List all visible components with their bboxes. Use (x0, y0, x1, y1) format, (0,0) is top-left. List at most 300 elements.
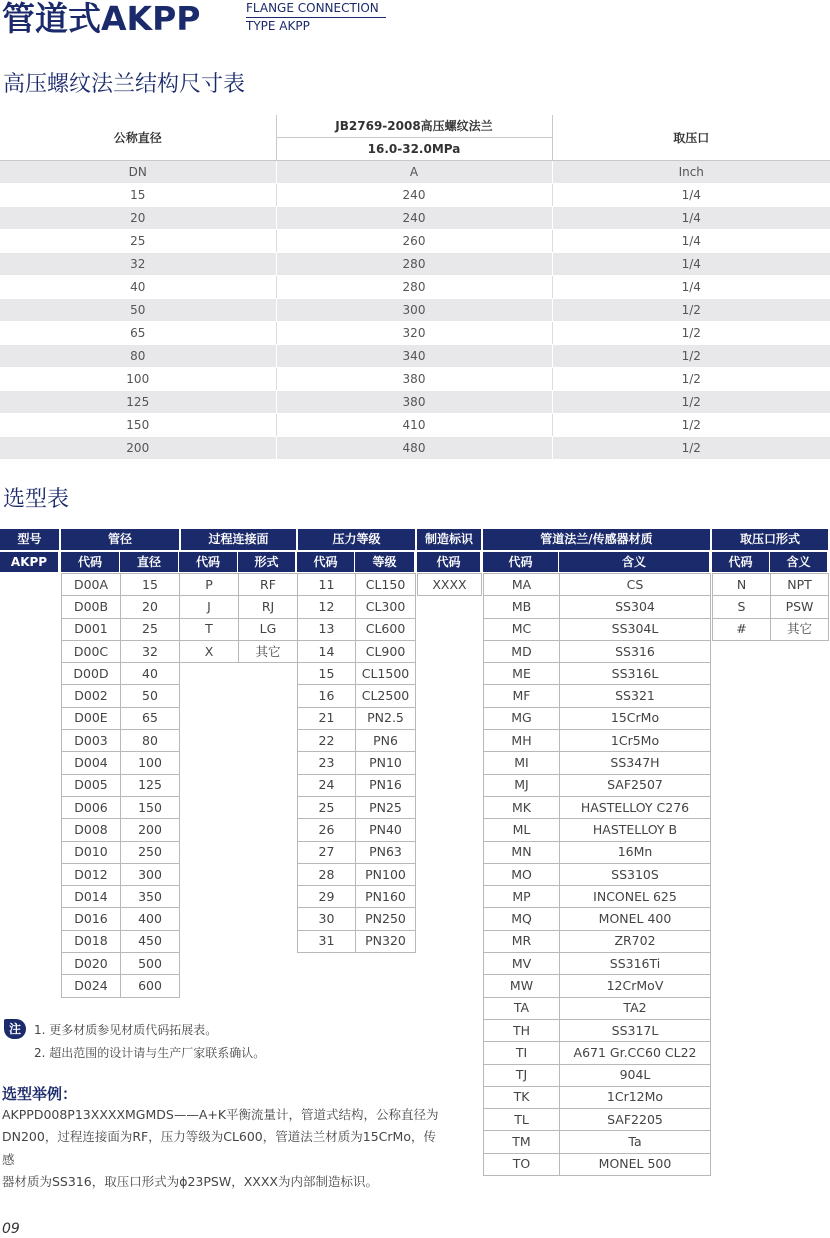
material-table-cell: SS316L (560, 663, 711, 685)
port-table-cell: PSW (771, 596, 829, 618)
pressure-table-cell: PN100 (356, 863, 416, 885)
material-table-cell: MC (484, 618, 560, 640)
dimension-table-body (0, 161, 830, 460)
dim-row (0, 322, 830, 345)
pipe-size-table-row (62, 819, 180, 841)
material-table-cell: MB (484, 596, 560, 618)
dim-cell: 1/4 (552, 207, 830, 230)
pressure-table-cell: 28 (298, 863, 356, 885)
port-table-cell: NPT (771, 574, 829, 596)
pipe-size-table-row (62, 863, 180, 885)
pressure-table-row (298, 886, 416, 908)
pipe-size-table-row (62, 685, 180, 707)
material-table-cell: 904L (560, 1064, 711, 1086)
material-table-cell: TI (484, 1042, 560, 1064)
pipe-size-table-cell: D002 (62, 685, 121, 707)
pressure-table-cell: PN16 (356, 774, 416, 796)
dim-cell: 65 (0, 322, 276, 345)
material-table-cell: ME (484, 663, 560, 685)
connection-table-row (180, 574, 298, 596)
pipe-size-table-cell: 25 (121, 618, 180, 640)
pipe-size-table-row (62, 908, 180, 930)
pressure-table-cell: 29 (298, 886, 356, 908)
connection-table-cell: LG (239, 618, 298, 640)
pressure-table-row (298, 774, 416, 796)
material-table-cell: TA2 (560, 997, 711, 1019)
example-title: 选型举例： (2, 1085, 78, 1103)
mfg-table-cell: XXXX (418, 574, 482, 596)
pressure-table-cell: CL600 (356, 618, 416, 640)
connection-table-row (180, 596, 298, 618)
pipe-size-table-cell: D00C (62, 640, 121, 662)
section-title-selection: 选型表 (3, 487, 70, 512)
material-table-cell: INCONEL 625 (560, 886, 711, 908)
dim-row (0, 437, 830, 460)
pipe-size-table-row (62, 752, 180, 774)
mfg-table-row (418, 574, 482, 596)
pipe-size-table-row (62, 930, 180, 952)
pipe-size-table-cell: 125 (121, 774, 180, 796)
selection-subheader: 直径 (120, 552, 178, 572)
material-table-row (484, 796, 711, 818)
pipe-size-table-cell: D010 (62, 841, 121, 863)
material-table-cell: SAF2205 (560, 1109, 711, 1131)
pressure-table-cell: 12 (298, 596, 356, 618)
pipe-size-table-row (62, 975, 180, 997)
pipe-size-table-row (62, 574, 180, 596)
note-line-2: 2. 超出范围的设计请与生产厂家联系确认。 (34, 1046, 266, 1060)
material-table-cell: 16Mn (560, 841, 711, 863)
pipe-size-table-cell: D003 (62, 730, 121, 752)
pressure-table-cell: CL1500 (356, 663, 416, 685)
pressure-table-cell: PN250 (356, 908, 416, 930)
pipe-size-table (61, 573, 180, 998)
connection-table-cell: P (180, 574, 239, 596)
dim-cell: 1/2 (552, 391, 830, 414)
port-table (712, 573, 829, 641)
pipe-size-table-cell: D006 (62, 796, 121, 818)
dim-cell: 1/2 (552, 345, 830, 368)
material-table-cell: CS (560, 574, 711, 596)
pressure-table-cell: 24 (298, 774, 356, 796)
dim-unit-row (0, 161, 830, 184)
pressure-table-cell: CL150 (356, 574, 416, 596)
example-line-2: DN200，过程连接面为RF，压力等级为CL600，管道法兰材质为15CrMo，传感 (2, 1129, 436, 1167)
selection-group-header: 制造标识 (417, 529, 481, 550)
pressure-table-row (298, 663, 416, 685)
dim-cell: 380 (276, 391, 552, 414)
material-table-cell: TL (484, 1109, 560, 1131)
pressure-table-row (298, 908, 416, 930)
material-table-cell: MI (484, 752, 560, 774)
material-table-cell: HASTELLOY B (560, 819, 711, 841)
pressure-table-row (298, 618, 416, 640)
pipe-size-table-cell: D014 (62, 886, 121, 908)
dim-cell: 1/2 (552, 299, 830, 322)
material-table-cell: SS321 (560, 685, 711, 707)
dim-header-port: 取压口 (552, 115, 830, 161)
selection-group-header: 过程连接面 (181, 529, 296, 550)
dim-cell: 1/4 (552, 276, 830, 299)
pipe-size-table-cell: 350 (121, 886, 180, 908)
material-table-row (484, 1086, 711, 1108)
dim-cell: 240 (276, 184, 552, 207)
material-table-cell: TA (484, 997, 560, 1019)
dim-cell: 15 (0, 184, 276, 207)
example-line-3: 器材质为SS316，取压口形式为ϕ23PSW，XXXX为内部制造标识。 (2, 1173, 378, 1189)
material-table-row (484, 930, 711, 952)
pressure-table-cell: 16 (298, 685, 356, 707)
material-table-cell: MA (484, 574, 560, 596)
pressure-table-cell: PN10 (356, 752, 416, 774)
pipe-size-table-cell: 450 (121, 930, 180, 952)
material-table-row (484, 752, 711, 774)
material-table-cell: SS310S (560, 863, 711, 885)
pipe-size-table-cell: D00E (62, 707, 121, 729)
material-table-row (484, 975, 711, 997)
material-table-row (484, 618, 711, 640)
material-table (483, 573, 711, 1176)
material-table-cell: SS317L (560, 1019, 711, 1041)
pressure-table-row (298, 796, 416, 818)
pipe-size-table-cell: D016 (62, 908, 121, 930)
material-table-cell: 12CrMoV (560, 975, 711, 997)
mfg-table (417, 573, 482, 596)
selection-subheader: 代码 (297, 552, 354, 572)
selection-group-header: 压力等级 (298, 529, 415, 550)
dim-row (0, 391, 830, 414)
example-line-1: AKPPD008P13XXXXMGMDS——A+K平衡流量计，管道式结构，公称直径为 (2, 1107, 439, 1122)
pressure-table-cell: PN320 (356, 930, 416, 952)
pressure-table-cell: 22 (298, 730, 356, 752)
pressure-table-row (298, 596, 416, 618)
material-table-row (484, 685, 711, 707)
material-table-row (484, 819, 711, 841)
section-title-dimensions: 高压螺纹法兰结构尺寸表 (3, 72, 246, 97)
material-table-row (484, 1153, 711, 1175)
dim-cell: 1/4 (552, 253, 830, 276)
pressure-table (297, 573, 416, 953)
pressure-table-cell: CL300 (356, 596, 416, 618)
material-table-cell: MK (484, 796, 560, 818)
material-table-cell: MN (484, 841, 560, 863)
dim-cell: 1/2 (552, 437, 830, 460)
material-table-row (484, 1064, 711, 1086)
pressure-table-cell: 15 (298, 663, 356, 685)
pressure-table-row (298, 752, 416, 774)
pressure-table-cell: 26 (298, 819, 356, 841)
selection-subheader: 代码 (179, 552, 237, 572)
pressure-table-cell: PN160 (356, 886, 416, 908)
connection-table-cell: RJ (239, 596, 298, 618)
dim-cell: 280 (276, 253, 552, 276)
dim-row (0, 253, 830, 276)
pressure-table-row (298, 841, 416, 863)
pipe-size-table-row (62, 663, 180, 685)
selection-group-header: 管道法兰/传感器材质 (483, 529, 710, 550)
dim-cell: 125 (0, 391, 276, 414)
pipe-size-table-row (62, 730, 180, 752)
dim-row (0, 230, 830, 253)
material-table-row (484, 774, 711, 796)
selection-subheader: 代码 (712, 552, 769, 572)
dim-cell: 20 (0, 207, 276, 230)
port-table-row (713, 596, 829, 618)
pipe-size-table-row (62, 774, 180, 796)
connection-table-cell: T (180, 618, 239, 640)
port-table-cell: 其它 (771, 618, 829, 640)
selection-subheader: 代码 (483, 552, 558, 572)
dim-cell: 410 (276, 414, 552, 437)
material-table-cell: 15CrMo (560, 707, 711, 729)
dim-cell: A (276, 161, 552, 184)
material-table-row (484, 707, 711, 729)
connection-table-cell: J (180, 596, 239, 618)
material-table-cell: MG (484, 707, 560, 729)
selection-subheader: 代码 (417, 552, 480, 572)
port-table-cell: # (713, 618, 771, 640)
material-table-cell: MD (484, 640, 560, 662)
material-table-row (484, 1131, 711, 1153)
dim-cell: 320 (276, 322, 552, 345)
pipe-size-table-cell: 65 (121, 707, 180, 729)
selection-subheader: 含义 (770, 552, 827, 572)
dim-cell: 100 (0, 368, 276, 391)
dim-cell: DN (0, 161, 276, 184)
dim-cell: 1/2 (552, 368, 830, 391)
pipe-size-table-cell: D024 (62, 975, 121, 997)
dim-row (0, 207, 830, 230)
pipe-size-table-cell: 600 (121, 975, 180, 997)
dim-header-pressure: 16.0-32.0MPa (276, 138, 552, 161)
material-table-cell: MW (484, 975, 560, 997)
pipe-size-table-cell: 15 (121, 574, 180, 596)
dim-cell: 1/4 (552, 184, 830, 207)
selection-group-header: 管径 (61, 529, 179, 550)
dim-cell: 380 (276, 368, 552, 391)
note-badge: 注 (4, 1019, 26, 1039)
dim-cell: 260 (276, 230, 552, 253)
material-table-row (484, 863, 711, 885)
port-table-cell: S (713, 596, 771, 618)
pipe-size-table-cell: 400 (121, 908, 180, 930)
material-table-cell: HASTELLOY C276 (560, 796, 711, 818)
dim-row (0, 368, 830, 391)
dim-cell: 340 (276, 345, 552, 368)
pressure-table-row (298, 685, 416, 707)
pipe-size-table-cell: 250 (121, 841, 180, 863)
material-table-cell: Ta (560, 1131, 711, 1153)
pipe-size-table-cell: D012 (62, 863, 121, 885)
material-table-cell: SAF2507 (560, 774, 711, 796)
pressure-table-row (298, 640, 416, 662)
pipe-size-table-cell: D018 (62, 930, 121, 952)
material-table-cell: SS304L (560, 618, 711, 640)
material-table-row (484, 1042, 711, 1064)
pressure-table-cell: PN6 (356, 730, 416, 752)
pipe-size-table-row (62, 596, 180, 618)
material-table-row (484, 640, 711, 662)
selection-subheader: 含义 (559, 552, 709, 572)
dim-cell: 1/4 (552, 230, 830, 253)
pressure-table-row (298, 707, 416, 729)
material-table-row (484, 908, 711, 930)
pipe-size-table-row (62, 707, 180, 729)
port-table-row (713, 618, 829, 640)
pipe-size-table-row (62, 841, 180, 863)
pipe-size-table-cell: 20 (121, 596, 180, 618)
material-table-cell: 1Cr5Mo (560, 730, 711, 752)
material-table-row (484, 953, 711, 975)
pipe-size-table-cell: D00A (62, 574, 121, 596)
connection-table-cell: X (180, 640, 239, 662)
material-table-cell: MR (484, 930, 560, 952)
dim-row (0, 414, 830, 437)
dim-row (0, 184, 830, 207)
material-table-cell: ML (484, 819, 560, 841)
material-table-cell: TJ (484, 1064, 560, 1086)
material-table-row (484, 596, 711, 618)
material-table-cell: MH (484, 730, 560, 752)
material-table-row (484, 997, 711, 1019)
selection-subheader: 代码 (61, 552, 119, 572)
material-table-cell: MQ (484, 908, 560, 930)
note-line-1: 1. 更多材质参见材质代码拓展表。 (34, 1023, 218, 1037)
pipe-size-table-cell: D008 (62, 819, 121, 841)
connection-table (179, 573, 298, 663)
material-table-cell: TO (484, 1153, 560, 1175)
pipe-size-table-row (62, 796, 180, 818)
material-table-cell: MONEL 500 (560, 1153, 711, 1175)
pipe-size-table-cell: D001 (62, 618, 121, 640)
material-table-cell: SS304 (560, 596, 711, 618)
dim-row (0, 345, 830, 368)
material-table-row (484, 841, 711, 863)
page-number: 09 (2, 1221, 20, 1237)
pressure-table-cell: 31 (298, 930, 356, 952)
pipe-size-table-cell: D004 (62, 752, 121, 774)
header-subtitle (246, 0, 386, 35)
material-table-row (484, 730, 711, 752)
dim-cell: 150 (0, 414, 276, 437)
dim-header-dn: 公称直径 (0, 115, 276, 161)
dimension-table (0, 115, 830, 460)
pressure-table-row (298, 863, 416, 885)
header-subtitle-line1: FLANGE CONNECTION (246, 0, 386, 18)
pipe-size-table-cell: 100 (121, 752, 180, 774)
pipe-size-table-cell: 300 (121, 863, 180, 885)
dim-cell: 1/2 (552, 322, 830, 345)
pressure-table-cell: CL2500 (356, 685, 416, 707)
material-table-row (484, 886, 711, 908)
material-table-cell: MONEL 400 (560, 908, 711, 930)
selection-subheader: AKPP (0, 552, 58, 572)
example-text (2, 1104, 442, 1193)
pressure-table-row (298, 730, 416, 752)
pressure-table-cell: PN63 (356, 841, 416, 863)
material-table-row (484, 1019, 711, 1041)
connection-table-cell: RF (239, 574, 298, 596)
dim-cell: 1/2 (552, 414, 830, 437)
pipe-size-table-row (62, 618, 180, 640)
pressure-table-cell: 27 (298, 841, 356, 863)
pressure-table-cell: 25 (298, 796, 356, 818)
pressure-table-row (298, 819, 416, 841)
dim-cell: 240 (276, 207, 552, 230)
connection-table-row (180, 618, 298, 640)
pressure-table-cell: PN25 (356, 796, 416, 818)
pipe-size-table-cell: 80 (121, 730, 180, 752)
material-table-cell: MF (484, 685, 560, 707)
pipe-size-table-cell: 200 (121, 819, 180, 841)
material-table-cell: MV (484, 953, 560, 975)
pipe-size-table-row (62, 886, 180, 908)
pressure-table-row (298, 574, 416, 596)
pipe-size-table-cell: D005 (62, 774, 121, 796)
page-title: 管道式AKPP (2, 0, 201, 38)
dim-cell: 32 (0, 253, 276, 276)
material-table-cell: ZR702 (560, 930, 711, 952)
header-subtitle-line2: TYPE AKPP (246, 19, 310, 33)
dim-cell: 80 (0, 345, 276, 368)
pressure-table-cell: 14 (298, 640, 356, 662)
pipe-size-table-row (62, 953, 180, 975)
material-table-cell: SS316 (560, 640, 711, 662)
dim-cell: 300 (276, 299, 552, 322)
material-table-cell: 1Cr12Mo (560, 1086, 711, 1108)
connection-table-row (180, 640, 298, 662)
pressure-table-cell: PN2.5 (356, 707, 416, 729)
pressure-table-cell: 11 (298, 574, 356, 596)
pipe-size-table-row (62, 640, 180, 662)
material-table-cell: TM (484, 1131, 560, 1153)
dim-row (0, 299, 830, 322)
dim-header-flange: JB2769-2008高压螺纹法兰 (276, 115, 552, 138)
material-table-cell: TH (484, 1019, 560, 1041)
connection-table-cell: 其它 (239, 640, 298, 662)
pressure-table-cell: 30 (298, 908, 356, 930)
dim-cell: 25 (0, 230, 276, 253)
pipe-size-table-cell: D00D (62, 663, 121, 685)
dim-cell: 200 (0, 437, 276, 460)
pipe-size-table-cell: 32 (121, 640, 180, 662)
material-table-row (484, 574, 711, 596)
selection-subheader: 等级 (355, 552, 414, 572)
material-table-cell: TK (484, 1086, 560, 1108)
pressure-table-cell: 13 (298, 618, 356, 640)
pressure-table-cell: 21 (298, 707, 356, 729)
material-table-cell: MJ (484, 774, 560, 796)
material-table-cell: SS316Ti (560, 953, 711, 975)
dim-cell: 40 (0, 276, 276, 299)
pipe-size-table-cell: D00B (62, 596, 121, 618)
material-table-row (484, 663, 711, 685)
dim-cell: 480 (276, 437, 552, 460)
material-table-cell: MO (484, 863, 560, 885)
material-table-cell: A671 Gr.CC60 CL22 (560, 1042, 711, 1064)
pipe-size-table-cell: D020 (62, 953, 121, 975)
port-table-cell: N (713, 574, 771, 596)
material-table-cell: MP (484, 886, 560, 908)
selection-subheader: 形式 (238, 552, 295, 572)
pressure-table-row (298, 930, 416, 952)
port-table-row (713, 574, 829, 596)
pipe-size-table-cell: 150 (121, 796, 180, 818)
pressure-table-cell: CL900 (356, 640, 416, 662)
pressure-table-cell: 23 (298, 752, 356, 774)
dim-row (0, 276, 830, 299)
pipe-size-table-cell: 500 (121, 953, 180, 975)
